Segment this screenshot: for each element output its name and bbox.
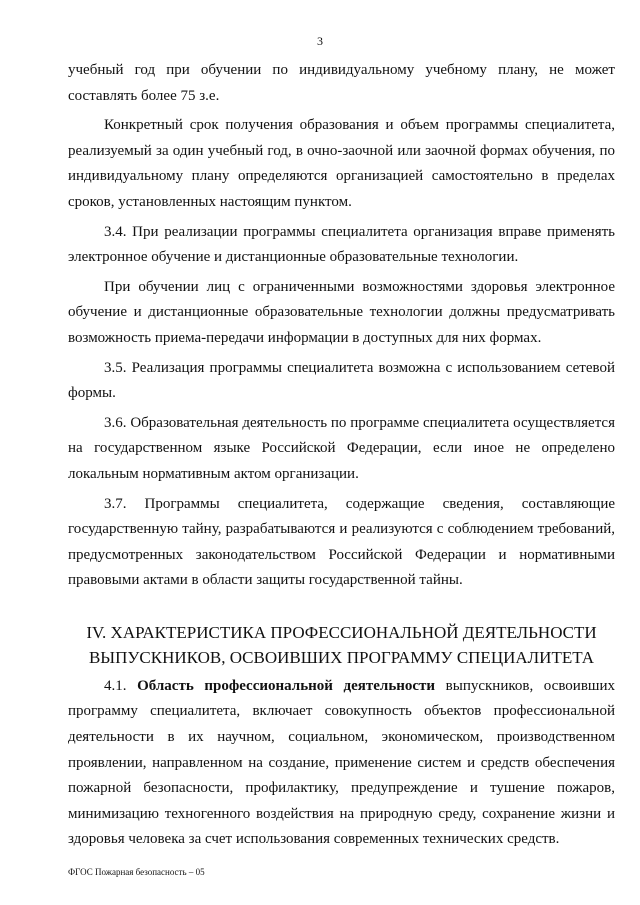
paragraph-text: выпускников, освоивших программу специалитета, включает совокупность объектов профессиональной деятельности в их научном, социальном, экономическом, производственном проявлении, направленном на создание, применение систем и средств обеспечения пожарной безопасности, профилактику, предупреждение и тушение пожаров, минимизацию техногенного воздействия на природную среду, сохранение жизни и здоровья человека за счет использования современных технических средств.: [68, 677, 615, 848]
section-heading: [68, 620, 615, 670]
paragraph: учебный год при обучении по индивидуальному учебному плану, не может составлять более 75 з.е.: [68, 62, 615, 104]
page-number: 3: [317, 34, 323, 48]
paragraph-number: 4.1.: [104, 677, 138, 694]
paragraph: 3.7. Программы специалитета, содержащие сведения, составляющие государственную тайну, разрабатываются и реализуются с соблюдением требований, предусмотренных законодательством Российской Федерации и нормативными правовыми актами в области защиты государственной тайны.: [68, 495, 615, 589]
paragraph: 3.6. Образовательная деятельность по программе специалитета осуществляется на государственном языке Российской Федерации, если иное не определено локальным нормативным актом организации.: [68, 414, 615, 482]
paragraph: 3.5. Реализация программы специалитета возможна с использованием сетевой формы.: [68, 359, 615, 402]
page-footer: ФГОС Пожарная безопасность – 05: [68, 867, 205, 877]
paragraph: 3.4. При реализации программы специалитета организация вправе применять электронное обучение и дистанционные образовательные технологии.: [68, 223, 615, 266]
document-body: [68, 58, 615, 853]
paragraph: Конкретный срок получения образования и объем программы специалитета, реализуемый за один учебный год, в очно-заочной или заочной формах обучения, по индивидуальному плану определяются организацией самостоятельно в пределах сроков, установленных настоящим пунктом.: [68, 117, 615, 210]
section-paragraph: [68, 674, 615, 853]
paragraph: При обучении лиц с ограниченными возможностями здоровья электронное обучение и дистанционные образовательные технологии должны предусматривать возможность приема-передачи информации в доступных для них формах.: [68, 278, 615, 346]
section-heading-line: IV. ХАРАКТЕРИСТИКА ПРОФЕССИОНАЛЬНОЙ ДЕЯТЕЛЬНОСТИ: [86, 622, 597, 642]
bold-term: Область профессиональной деятельности: [137, 677, 436, 694]
section-heading-line: ВЫПУСКНИКОВ, ОСВОИВШИХ ПРОГРАММУ СПЕЦИАЛИТЕТА: [88, 647, 595, 667]
